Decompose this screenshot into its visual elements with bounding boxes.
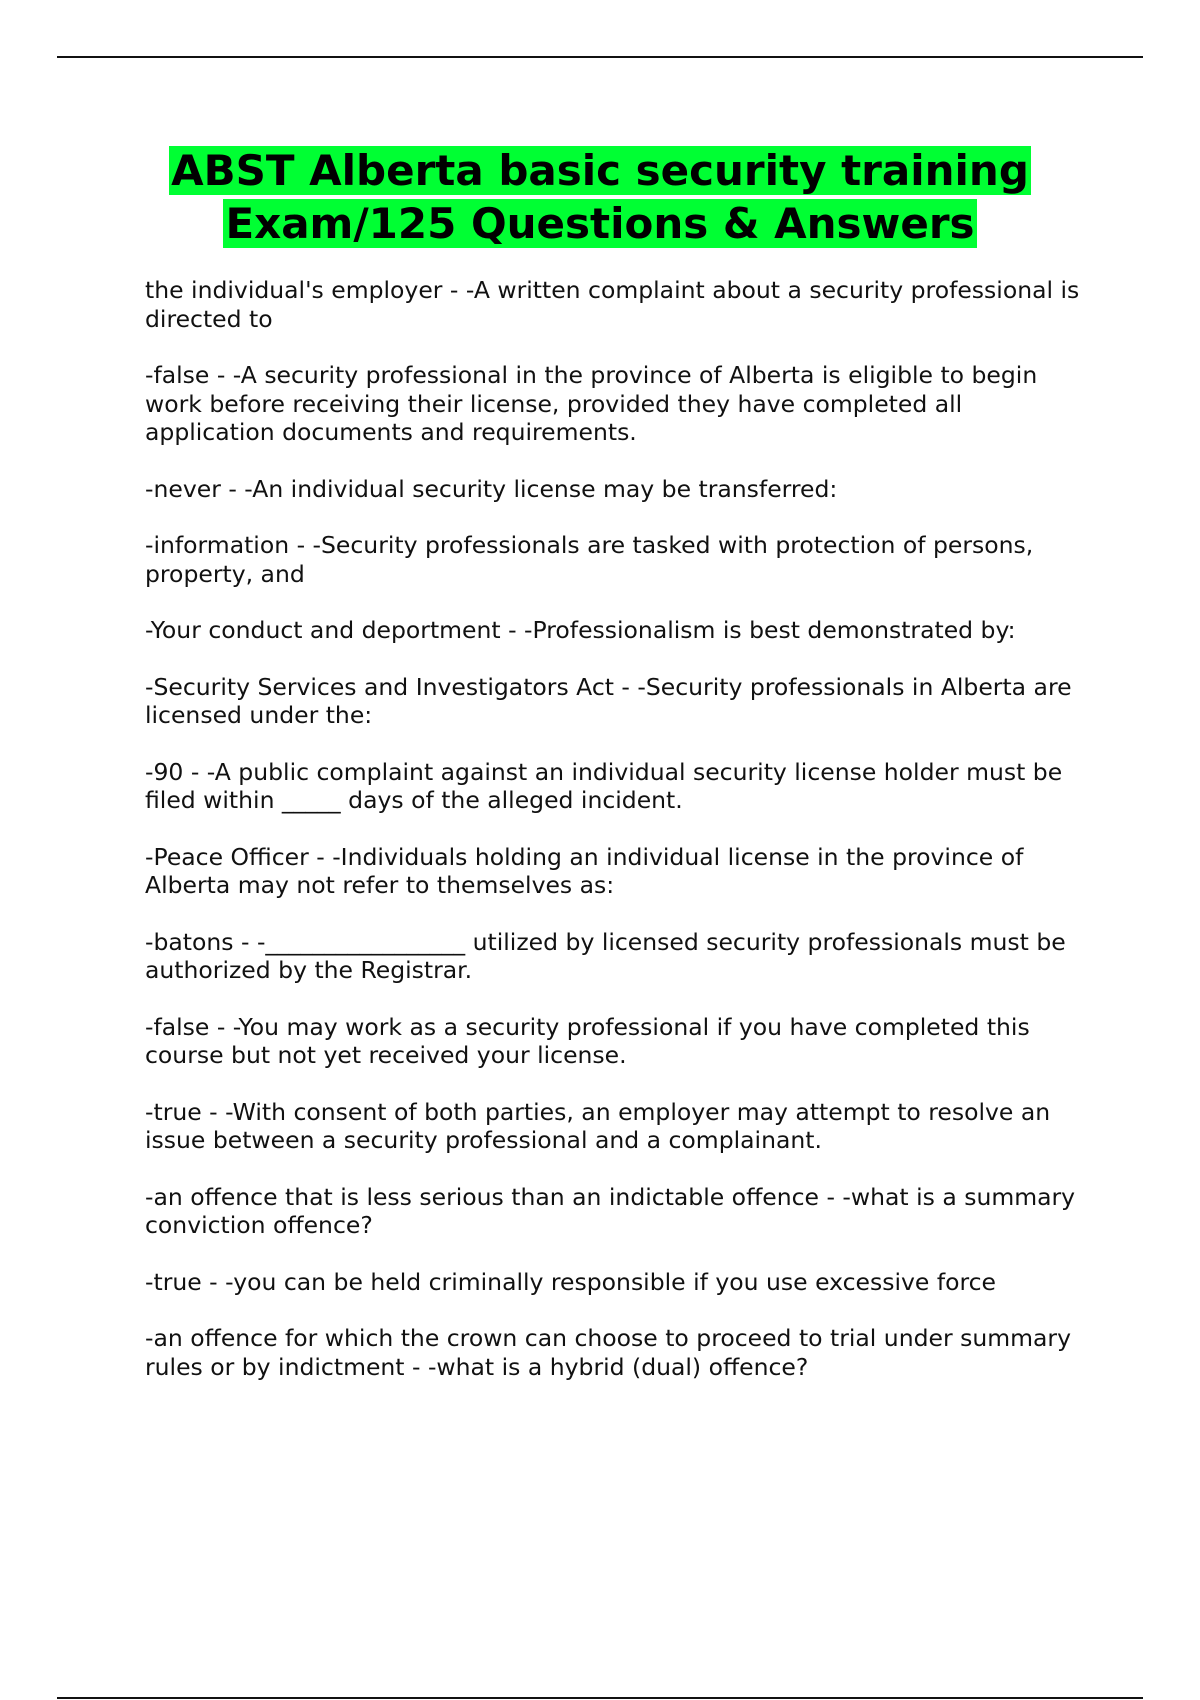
qa-item: -false - -A security professional in the province of Alberta is eligible to begin work before receiving their license, provided they have completed all application documents and requirements. (145, 361, 1038, 446)
qa-item: -90 - -A public complaint against an individual security license holder must be filed within _____ days of the alleged incident. (145, 757, 1063, 814)
qa-item: -true - -you can be held criminally responsible if you use excessive force (145, 1267, 997, 1296)
qa-item: -an offence that is less serious than an indictable offence - -what is a summary conviction offence? (145, 1182, 1076, 1239)
qa-item: -true - -With consent of both parties, an employer may attempt to resolve an issue between a security professional and a complainant. (145, 1097, 1051, 1154)
header-rule (57, 56, 1143, 58)
qa-item: -an offence for which the crown can choose to proceed to trial under summary rules or by indictment - -what is a hybrid (dual) offence? (145, 1324, 1071, 1381)
title-line-1: ABST Alberta basic security training (171, 146, 1029, 195)
qa-item: -Peace Officer - -Individuals holding an individual license in the province of Alberta may not refer to themselves as: (145, 842, 1024, 899)
qa-item: -information - -Security professionals are tasked with protection of persons, property, and (145, 531, 1034, 588)
page-title (60, 144, 1140, 250)
title-block (60, 144, 1140, 250)
qa-item: -never - -An individual security license may be transferred: (145, 474, 838, 503)
qa-item: -Security Services and Investigators Act - -Security professionals in Alberta are licensed under the: (145, 672, 1072, 729)
qa-item: -Your conduct and deportment - -Professionalism is best demonstrated by: (145, 616, 1016, 644)
qa-list (145, 276, 1090, 1409)
qa-item: -batons - -_________________ utilized by licensed security professionals must be authorized by the Registrar. (145, 927, 1066, 984)
footer-rule (57, 1697, 1143, 1699)
qa-item: -false - -You may work as a security professional if you have completed this course but not yet received your license. (145, 1012, 1030, 1069)
title-line-2: Exam/125 Questions & Answers (225, 199, 975, 248)
qa-item: the individual's employer - -A written complaint about a security professional is directed to (145, 276, 1080, 333)
